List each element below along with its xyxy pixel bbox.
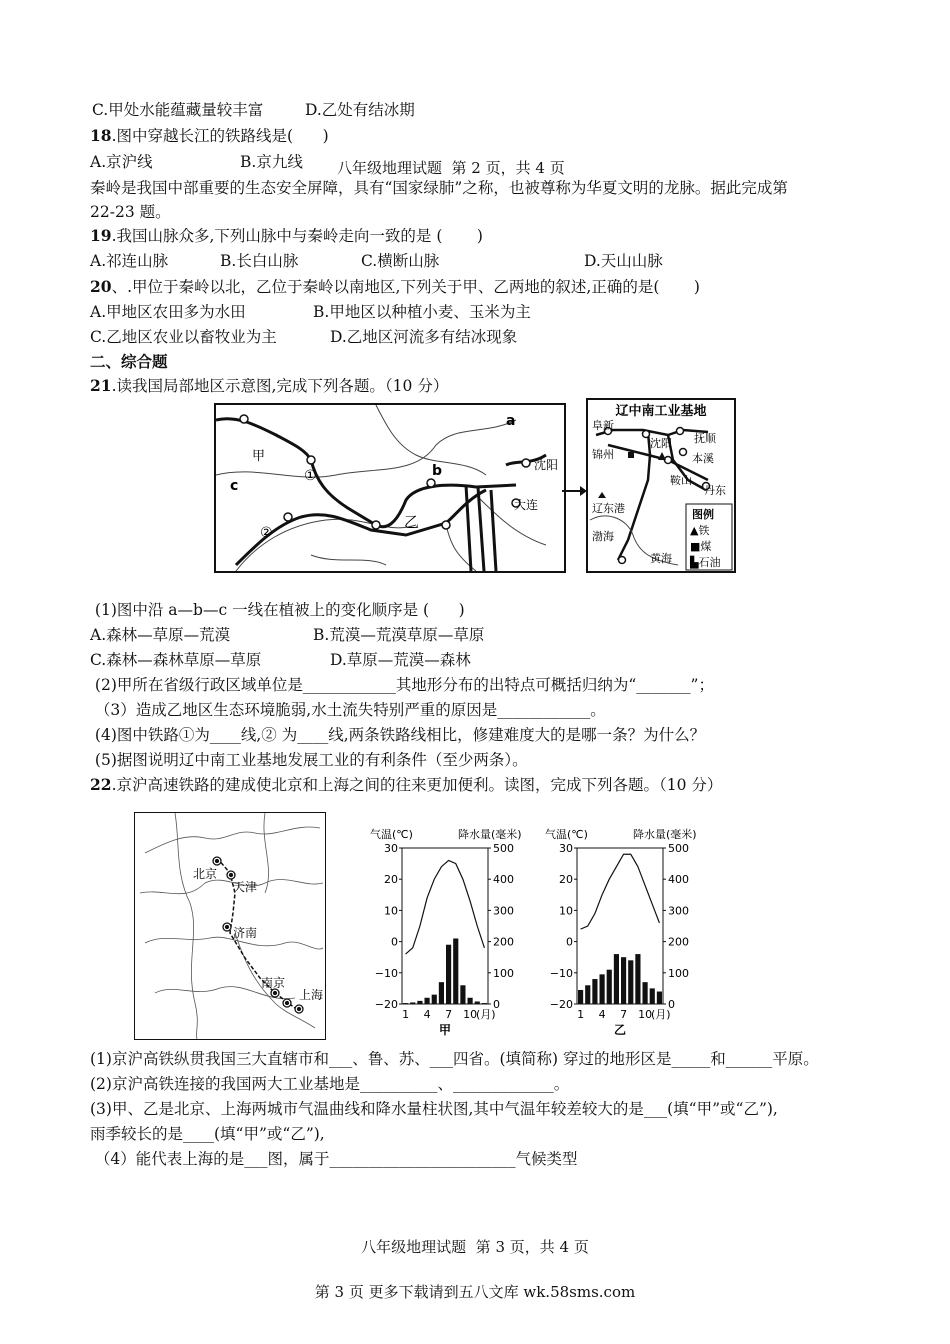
- q21-number: 21: [90, 376, 112, 395]
- map-label-yi: 乙: [404, 513, 420, 531]
- q21-text: .读我国局部地区示意图,完成下列各题。（10 分）: [111, 377, 449, 395]
- inset-map-drawing: [588, 400, 734, 571]
- inset-huanghai: 黄海: [650, 552, 672, 565]
- map-arrow: [562, 484, 588, 498]
- inset-map: [586, 398, 736, 573]
- q20-option-b: B.甲地区以种植小麦、玉米为主: [313, 303, 531, 321]
- city-tianjin: 天津: [233, 880, 258, 894]
- q22-stem: [90, 774, 722, 796]
- y-tick-left: −20: [549, 998, 573, 1011]
- y-tick-left: −10: [549, 966, 573, 980]
- page3-header: 八年级地理试题 第 3 页，共 4 页: [361, 1238, 589, 1256]
- city-marker: [427, 479, 435, 487]
- y-tick-right: 100: [493, 966, 514, 980]
- q20-stem: [90, 276, 700, 298]
- q22-sub4: （4）能代表上海的是___图，属于________________________气候类型: [90, 1150, 578, 1168]
- precip-bar: [614, 954, 619, 1004]
- page-footer: 第 3 页 更多下载请到五八文库 wk.58sms.com: [314, 1283, 636, 1301]
- precip-bar: [432, 995, 437, 1004]
- railway-north-south: [491, 490, 496, 571]
- precip-bar: [628, 960, 633, 1004]
- precip-bar: [621, 957, 626, 1004]
- precip-bar: [643, 982, 648, 1004]
- city-shanghai: 上海: [299, 988, 324, 1002]
- x-tick: 4: [423, 1008, 431, 1021]
- legend-coal: ■煤: [690, 540, 712, 553]
- precip-bar: [460, 985, 465, 1004]
- y-tick-right: 0: [493, 998, 500, 1011]
- temperature-line: [406, 860, 485, 954]
- q21-sub3: （3）造成乙地区生态环境脆弱,水土流失特别严重的原因是____________。: [90, 701, 606, 719]
- map-label-a: a: [506, 413, 516, 429]
- province-border: [376, 405, 486, 475]
- q19-option-c: C.横断山脉: [361, 252, 440, 270]
- inset-liaodonggang: 辽东港: [592, 502, 625, 515]
- y-tick-right: 500: [668, 842, 689, 855]
- q20-text: 、.甲位于秦岭以北，乙位于秦岭以南地区,下列关于甲、乙两地的叙述,正确的是( ): [111, 278, 700, 296]
- chart-title: 乙: [613, 1023, 627, 1037]
- x-unit: (月): [651, 1008, 671, 1021]
- q19-option-d: D.天山山脉: [584, 252, 663, 270]
- precip-bar: [439, 982, 444, 1004]
- chart-title: 甲: [438, 1023, 452, 1037]
- y-tick-left: 0: [391, 935, 398, 949]
- precip-bar: [468, 998, 473, 1004]
- y-tick-left: 10: [559, 904, 573, 918]
- city-marker: [307, 456, 315, 464]
- precip-bar: [650, 988, 655, 1004]
- precip-bar: [446, 945, 451, 1004]
- precip-bar: [585, 985, 590, 1004]
- railway-north-south: [466, 485, 471, 571]
- x-tick: 1: [577, 1008, 585, 1021]
- q17-option-d: D.乙处有结冰期: [305, 101, 415, 119]
- chart-ylabel-right: 降水量(毫米): [633, 828, 697, 841]
- q20-option-a: A.甲地区农田多为水田: [90, 303, 246, 321]
- city-marker: [442, 521, 450, 529]
- map-label-c: c: [230, 478, 239, 494]
- q22-sub3-line1: (3)甲、乙是北京、上海两城市气温曲线和降水量柱状图,其中气温年较差较大的是___(填“甲”或“乙”),: [90, 1100, 778, 1118]
- y-tick-right: 300: [493, 904, 514, 918]
- inset-shenyang: 沈阳: [650, 437, 672, 450]
- iron-icon: [598, 492, 606, 498]
- map-label-railway-2: ②: [260, 525, 273, 541]
- y-tick-left: 0: [566, 935, 573, 949]
- city-nanjing: 南京: [261, 976, 286, 990]
- city-jinan: 济南: [233, 926, 258, 940]
- q19-number: 19: [90, 226, 112, 245]
- railway-map: [134, 812, 326, 1040]
- page2-header: 八年级地理试题 第 2 页，共 4 页: [337, 159, 565, 177]
- q22-sub3-line2: 雨季较长的是____(填“甲”或“乙”),: [90, 1125, 325, 1143]
- legend-title: 图例: [692, 508, 714, 521]
- y-tick-left: −20: [374, 998, 398, 1011]
- q21-sub1-option-a: A.森林—草原—荒漠: [90, 626, 231, 644]
- passage-line2: 22-23 题。: [90, 203, 171, 221]
- railway-map-drawing: [135, 813, 325, 1039]
- precip-bar: [592, 979, 597, 1004]
- q21-sub2: (2)甲所在省级行政区域单位是____________其地形分布的出特点可概括归纳为“_______”；: [90, 676, 714, 694]
- x-tick: 7: [445, 1008, 453, 1021]
- inset-fushun: 抚顺: [694, 432, 716, 445]
- shenyang-marker: [522, 459, 530, 467]
- q21-stem: [90, 375, 448, 397]
- chart-frame: [577, 848, 663, 1004]
- y-tick-right: 400: [493, 873, 514, 887]
- inset-jinzhou: 锦州: [592, 448, 614, 461]
- precip-bar: [417, 1001, 422, 1004]
- y-tick-right: 400: [668, 873, 689, 887]
- precip-bar: [657, 992, 662, 1004]
- x-tick: 10: [463, 1008, 478, 1021]
- chart-ylabel-left: 气温(℃): [370, 828, 413, 841]
- region-map: [214, 403, 566, 573]
- climate-chart-jia: [370, 826, 550, 1054]
- y-tick-right: 200: [493, 935, 514, 949]
- city-beijing: 北京: [193, 867, 218, 881]
- q19-option-b: B.长白山脉: [220, 252, 299, 270]
- precip-bar: [635, 954, 640, 1004]
- map-label-railway-1: ①: [304, 468, 317, 484]
- q21-sub1-option-b: B.荒漠—荒漠草原—草原: [313, 626, 485, 644]
- q20-option-d: D.乙地区河流多有结冰现象: [330, 328, 518, 346]
- map-label-b: b: [432, 463, 443, 479]
- q22-text: .京沪高速铁路的建成使北京和上海之间的往来更加便利。读图，完成下列各题。（10 分）: [111, 776, 723, 794]
- map-label-shenyang: 沈阳: [534, 458, 559, 472]
- inset-title: 辽中南工业基地: [615, 404, 707, 419]
- q21-sub4: (4)图中铁路①为____线,② 为____线,两条铁路线相比，修建难度大的是哪一条？为什么？: [90, 726, 706, 744]
- precip-bar: [600, 974, 605, 1004]
- legend-iron: ▲铁: [690, 524, 710, 537]
- river: [311, 555, 386, 565]
- chart-frame: [402, 848, 488, 1004]
- precip-bar: [475, 1002, 480, 1004]
- iron-icon: [658, 452, 666, 460]
- inset-dandong: 丹东: [704, 484, 726, 497]
- q18-option-a: A.京沪线: [90, 153, 153, 171]
- region-map-drawing: [216, 405, 564, 571]
- y-tick-left: 30: [559, 842, 573, 855]
- legend-oil: ▙石油: [690, 556, 721, 569]
- x-tick: 4: [598, 1008, 606, 1021]
- y-tick-right: 500: [493, 842, 514, 855]
- inset-anshan: 鞍山: [670, 474, 692, 487]
- map-label-dalian: 大连: [514, 498, 539, 512]
- q17-option-c: C.甲处水能蕴藏量较丰富: [92, 101, 264, 119]
- q22-sub1: (1)京沪高铁纵贯我国三大直辖市和___、鲁、苏、___四省。(填简称) 穿过的地形区是_____和______平原。: [90, 1050, 819, 1068]
- x-tick: 7: [620, 1008, 628, 1021]
- y-tick-right: 0: [668, 998, 675, 1011]
- city-marker: [284, 513, 292, 521]
- precip-bar: [453, 938, 458, 1004]
- section-2-title: 二、综合题: [90, 352, 168, 371]
- inset-bohai: 渤海: [592, 530, 614, 543]
- q21-sub1: (1)图中沿 a—b—c 一线在植被上的变化顺序是 ( ): [90, 601, 465, 619]
- chart-ylabel-right: 降水量(毫米): [458, 828, 522, 841]
- precip-bar: [578, 990, 583, 1004]
- q21-sub1-option-c: C.森林—森林草原—草原: [90, 651, 262, 669]
- y-tick-left: 20: [559, 873, 573, 887]
- y-tick-right: 200: [668, 935, 689, 949]
- q20-option-c: C.乙地区农业以畜牧业为主: [90, 328, 277, 346]
- inset-benxi: 本溪: [692, 452, 714, 465]
- q20-number: 20: [90, 277, 112, 296]
- q18-number: 18: [90, 126, 112, 145]
- q19-stem: [90, 225, 483, 247]
- chart-ylabel-left: 气温(℃): [545, 828, 588, 841]
- x-tick: 1: [402, 1008, 410, 1021]
- x-tick: 10: [638, 1008, 653, 1021]
- precip-bar: [410, 1002, 415, 1004]
- q22-number: 22: [90, 775, 112, 794]
- coal-icon: [628, 452, 634, 458]
- city-marker: [240, 415, 248, 423]
- inset-fuxin: 阜新: [592, 419, 614, 432]
- climate-chart-yi: [545, 826, 725, 1054]
- y-tick-right: 100: [668, 966, 689, 980]
- x-unit: (月): [476, 1008, 496, 1021]
- precip-bar: [425, 998, 430, 1004]
- q21-sub5: (5)据图说明辽中南工业基地发展工业的有利条件（至少两条）。: [90, 751, 528, 769]
- q18-text: .图中穿越长江的铁路线是( ): [111, 127, 329, 145]
- precip-bar: [403, 1003, 408, 1004]
- q19-option-a: A.祁连山脉: [90, 252, 169, 270]
- y-tick-left: 30: [384, 842, 398, 855]
- q22-sub2: (2)京沪高铁连接的我国两大工业基地是__________、_____________。: [90, 1075, 570, 1093]
- map-label-jia: 甲: [252, 449, 266, 464]
- q19-text: .我国山脉众多,下列山脉中与秦岭走向一致的是 ( ): [111, 227, 483, 245]
- y-tick-left: 20: [384, 873, 398, 887]
- city-marker: [372, 521, 380, 529]
- precip-bar: [607, 970, 612, 1004]
- passage-line1: 秦岭是我国中部重要的生态安全屏障，具有“国家绿肺”之称，也被尊称为华夏文明的龙脉。据此完成第: [90, 179, 788, 197]
- y-tick-left: −10: [374, 966, 398, 980]
- y-tick-right: 300: [668, 904, 689, 918]
- precip-bar: [482, 1003, 487, 1004]
- q21-sub1-option-d: D.草原—荒漠—森林: [330, 651, 471, 669]
- temperature-line: [581, 854, 660, 929]
- y-tick-left: 10: [384, 904, 398, 918]
- q18-option-b: B.京九线: [240, 153, 303, 171]
- q18-stem: [90, 125, 329, 147]
